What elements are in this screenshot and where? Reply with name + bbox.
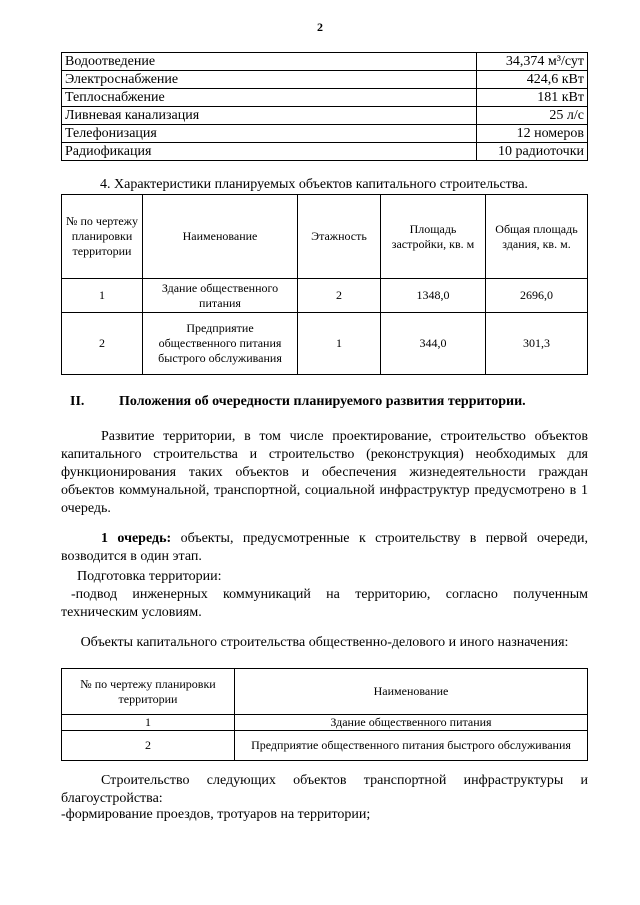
col-header-name: Наименование [143,195,298,279]
table-row [62,53,588,71]
cell-number: 2 [62,731,235,761]
col-header-built-area: Площадь застройки, кв. м [381,195,486,279]
col-header-name: Наименование [235,669,588,715]
prep-title: Подготовка территории: [77,569,222,584]
col-header-number: № по чертежу планировки территории [62,669,235,715]
cell-built-area: 344,0 [381,313,486,375]
queue1-label: 1 очередь: [101,531,172,546]
table-header-row [62,669,588,715]
utility-value: 424,6 кВт [477,71,588,89]
utility-value: 25 л/с [477,107,588,125]
cell-name: Здание общественного питания [143,279,298,313]
queue-objects-table [61,668,588,761]
col-header-floors: Этажность [298,195,381,279]
table-row [62,731,588,761]
table-row [62,125,588,143]
utility-value: 181 кВт [477,89,588,107]
cell-number: 2 [62,313,143,375]
cell-floors: 1 [298,313,381,375]
section2-number: II. [70,394,85,409]
table-row [62,89,588,107]
utilities-table [61,52,588,161]
cell-total-area: 301,3 [486,313,588,375]
col-header-total-area: Общая площадь здания, кв. м. [486,195,588,279]
objects-table [61,194,588,375]
cell-built-area: 1348,0 [381,279,486,313]
utility-name: Телефонизация [62,125,477,143]
table-row [62,313,588,375]
utility-value: 10 радиоточки [477,143,588,161]
para-queue1 [61,530,588,566]
utility-name: Радиофикация [62,143,477,161]
cell-name: Предприятие общественного питания быстрого обслуживания [235,731,588,761]
table-row [62,279,588,313]
utility-value: 12 номеров [477,125,588,143]
page-number: 2 [317,20,323,34]
table-row [62,71,588,89]
table-row [62,107,588,125]
cell-total-area: 2696,0 [486,279,588,313]
cell-number: 1 [62,715,235,731]
para-development: Развитие территории, в том числе проектирование, строительство объектов капитального строительства и строительство (реконструкция) необходимых для функционирования таких объектов и обеспечения жизнедеятельности граждан объектов коммунальной, транспортной, социальной инфраструктур предусмотрено в 1 очередь. [61,429,588,516]
utility-name: Электроснабжение [62,71,477,89]
cell-name: Здание общественного питания [235,715,588,731]
section4-title: 4. Характеристики планируемых объектов капитального строительства. [100,177,528,192]
prep-item: -подвод инженерных коммуникаций на территорию, согласно полученным техническим условиям. [61,587,588,620]
table-row [62,143,588,161]
utility-name: Водоотведение [62,53,477,71]
objects-caption: Объекты капитального строительства общественно-делового и иного назначения: [80,635,569,650]
infra-para: Строительство следующих объектов транспортной инфраструктуры и благоустройства: [61,773,588,806]
cell-number: 1 [62,279,143,313]
table-header-row [62,195,588,279]
col-header-number: № по чертежу планировки территории [62,195,143,279]
section2-title: Положения об очередности планируемого развития территории. [119,394,526,409]
section2-heading [70,394,526,410]
queue1-text: объекты, предусмотренные к строительству в первой очереди, возводится в один этап. [61,531,588,564]
cell-floors: 2 [298,279,381,313]
utility-value: 34,374 м³/сут [477,53,588,71]
utility-name: Теплоснабжение [62,89,477,107]
table-row [62,715,588,731]
infra-item: -формирование проездов, тротуаров на территории; [61,807,371,822]
utility-name: Ливневая канализация [62,107,477,125]
cell-name: Предприятие общественного питания быстрого обслуживания [143,313,298,375]
